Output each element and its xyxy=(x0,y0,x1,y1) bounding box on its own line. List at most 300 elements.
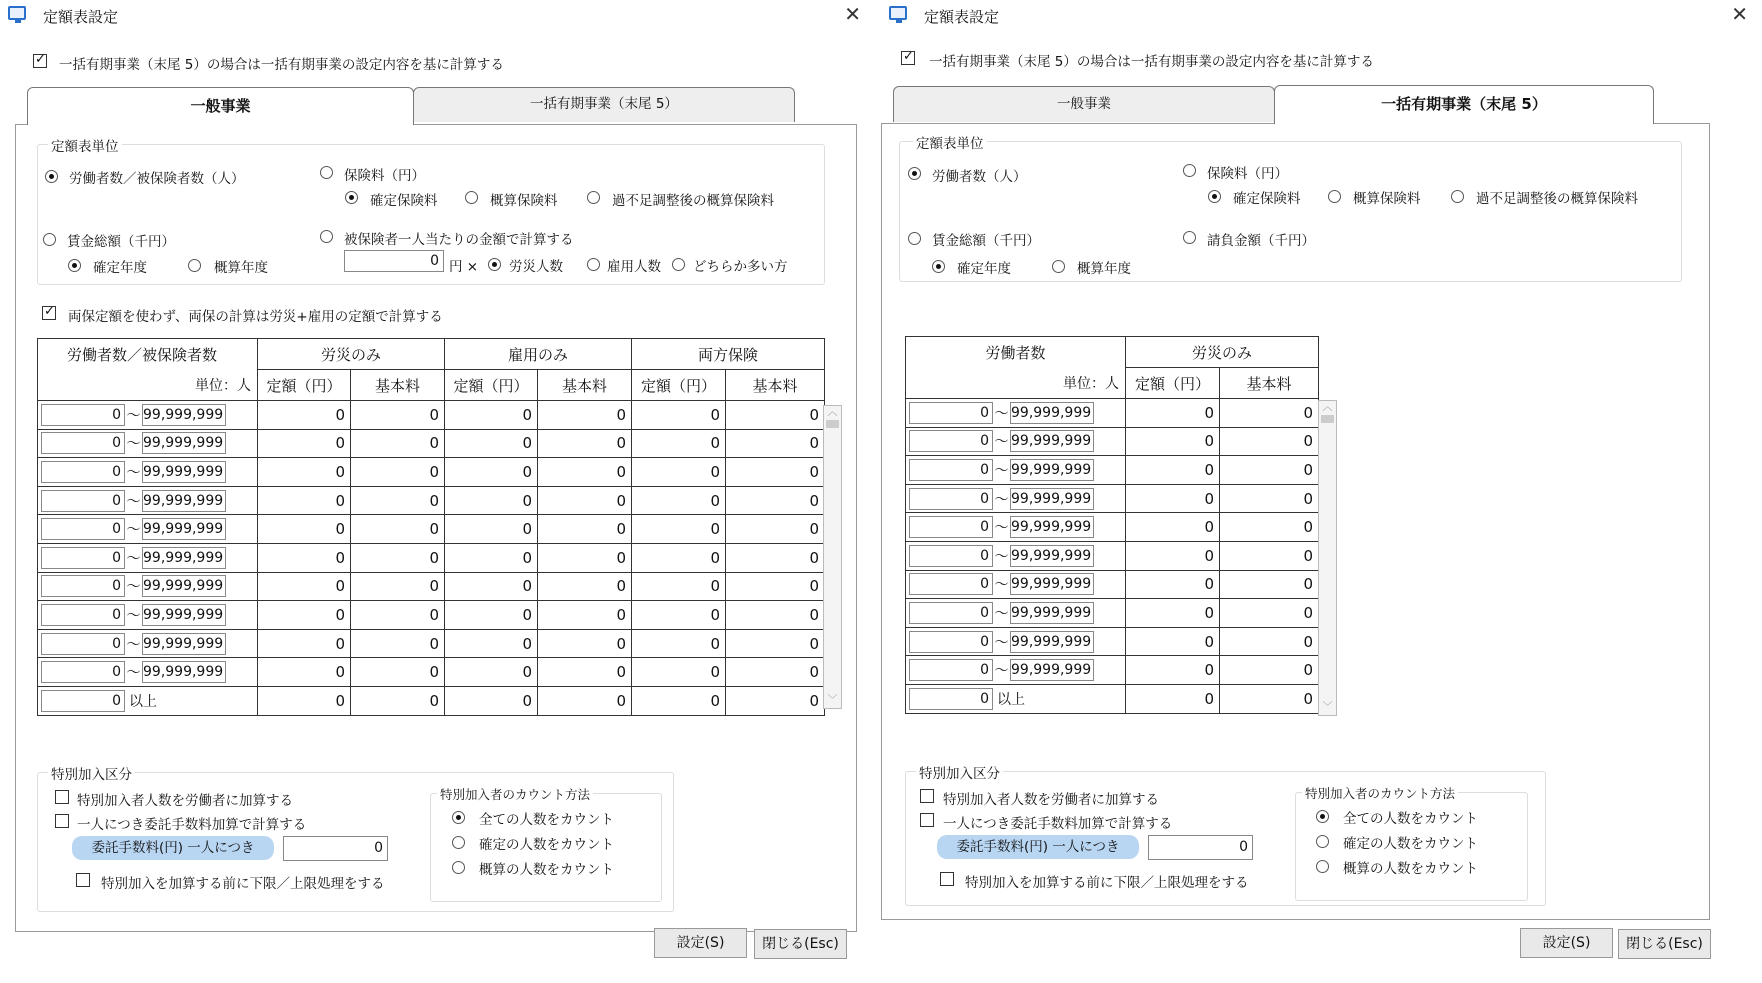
range-from-input[interactable]: 0 xyxy=(41,547,125,569)
value-cell[interactable]: 0 xyxy=(1126,513,1220,542)
count-estimate-label: 概算の人数をカウント xyxy=(479,862,614,878)
add-fee-label: 一人につき委託手数料加算で計算する xyxy=(943,816,1173,832)
tilde-separator: ～ xyxy=(994,520,1009,537)
premium-radio[interactable] xyxy=(1183,164,1196,177)
range-to-input[interactable]: 99,999,999 xyxy=(142,575,226,597)
range-from-input[interactable]: 0 xyxy=(41,518,125,540)
tilde-separator: ～ xyxy=(126,407,141,424)
count-confirm-radio[interactable] xyxy=(452,836,465,849)
range-cell xyxy=(906,541,1126,570)
set-button[interactable]: 設定(S) xyxy=(654,928,747,958)
scroll-down-icon[interactable]: ﹀ xyxy=(827,695,838,706)
table-row xyxy=(38,572,825,601)
value-cell[interactable]: 0 xyxy=(538,543,632,572)
value-cell[interactable]: 0 xyxy=(538,686,632,715)
premium-label: 保険料（円） xyxy=(344,168,425,184)
count-confirm-radio[interactable] xyxy=(1316,835,1329,848)
value-cell[interactable]: 0 xyxy=(538,429,632,458)
range-from-input[interactable]: 0 xyxy=(909,688,993,710)
value-cell[interactable]: 0 xyxy=(632,515,726,544)
range-to-input[interactable]: 99,999,999 xyxy=(142,404,226,426)
value-cell[interactable]: 0 xyxy=(726,658,825,687)
value-cell[interactable]: 0 xyxy=(258,515,351,544)
table-row xyxy=(38,401,825,430)
value-cell[interactable]: 0 xyxy=(258,686,351,715)
value-cell[interactable]: 0 xyxy=(1126,599,1220,628)
estimate-premium-radio[interactable] xyxy=(1328,190,1341,203)
value-cell[interactable]: 0 xyxy=(1220,456,1319,485)
close-button[interactable]: 閉じる(Esc) xyxy=(1618,929,1711,959)
value-cell[interactable]: 0 xyxy=(258,429,351,458)
col-workers-header: 労働者数／被保険者数 xyxy=(38,339,258,370)
unit-label: 単位：人 xyxy=(906,368,1126,399)
adjusted-premium-radio[interactable] xyxy=(587,191,600,204)
ikkatsu-basis-checkbox[interactable] xyxy=(33,54,47,68)
value-cell[interactable]: 0 xyxy=(258,401,351,430)
value-cell[interactable]: 0 xyxy=(538,458,632,487)
fee-amount-input[interactable]: 0 xyxy=(283,836,388,861)
value-cell[interactable]: 0 xyxy=(1126,684,1220,713)
add-workers-checkbox[interactable] xyxy=(55,790,69,804)
range-from-input[interactable]: 0 xyxy=(41,604,125,626)
year-estimate-label: 概算年度 xyxy=(214,260,268,276)
value-cell[interactable]: 0 xyxy=(351,515,445,544)
title-bar xyxy=(0,0,875,30)
title-bar xyxy=(881,0,1762,30)
range-cell xyxy=(906,513,1126,542)
value-cell[interactable]: 0 xyxy=(445,543,538,572)
tilde-separator: ～ xyxy=(994,605,1009,622)
range-cell xyxy=(906,484,1126,513)
count-all-radio[interactable] xyxy=(1316,810,1329,823)
range-from-input[interactable]: 0 xyxy=(41,432,125,454)
both-base-header: 基本料 xyxy=(726,370,825,401)
value-cell[interactable]: 0 xyxy=(538,658,632,687)
year-confirm-radio[interactable] xyxy=(932,260,945,273)
dialog-ippan xyxy=(0,0,875,983)
value-cell[interactable]: 0 xyxy=(258,658,351,687)
app-monitor-icon xyxy=(889,6,907,20)
value-cell[interactable]: 0 xyxy=(351,658,445,687)
range-from-input[interactable]: 0 xyxy=(909,402,993,424)
larger-count-radio[interactable] xyxy=(672,258,685,271)
rousai-count-label: 労災人数 xyxy=(509,259,563,275)
year-estimate-label: 概算年度 xyxy=(1077,261,1131,277)
wage-label: 賃金総額（千円） xyxy=(67,234,175,250)
tab-ikkatsu[interactable]: 一括有期事業（末尾 5） xyxy=(1274,85,1654,124)
value-cell[interactable]: 0 xyxy=(445,429,538,458)
per-person-amount-input[interactable]: 0 xyxy=(344,250,444,272)
add-fee-checkbox[interactable] xyxy=(920,813,934,827)
unit-label: 単位：人 xyxy=(38,370,258,401)
koyou-count-radio[interactable] xyxy=(587,258,600,271)
range-to-input[interactable]: 99,999,999 xyxy=(1010,402,1094,424)
tilde-separator: ～ xyxy=(126,522,141,539)
workers-radio[interactable] xyxy=(908,167,921,180)
value-cell[interactable]: 0 xyxy=(726,458,825,487)
estimate-premium-radio[interactable] xyxy=(465,191,478,204)
value-cell[interactable]: 0 xyxy=(1126,541,1220,570)
value-cell[interactable]: 0 xyxy=(1126,656,1220,685)
value-cell[interactable]: 0 xyxy=(1220,627,1319,656)
value-cell[interactable]: 0 xyxy=(538,486,632,515)
value-cell[interactable]: 0 xyxy=(258,543,351,572)
yen-times-label: 円 × xyxy=(449,259,479,275)
range-to-input[interactable]: 99,999,999 xyxy=(142,518,226,540)
fee-per-person-button[interactable]: 委託手数料(円) 一人につき xyxy=(937,835,1139,859)
tab-ikkatsu[interactable]: 一括有期事業（末尾 5） xyxy=(413,87,795,122)
value-cell[interactable]: 0 xyxy=(445,658,538,687)
both-fixed-header: 定額（円） xyxy=(632,370,726,401)
range-cell xyxy=(906,456,1126,485)
workers-radio[interactable] xyxy=(45,170,58,183)
table-row xyxy=(906,399,1319,428)
value-cell[interactable]: 0 xyxy=(632,401,726,430)
range-cell xyxy=(38,401,258,430)
value-cell[interactable]: 0 xyxy=(1220,541,1319,570)
range-from-input[interactable]: 0 xyxy=(41,661,125,683)
range-to-input[interactable]: 99,999,999 xyxy=(1010,545,1094,567)
close-icon[interactable]: ✕ xyxy=(844,2,861,26)
value-cell[interactable]: 0 xyxy=(1126,427,1220,456)
tilde-separator: ～ xyxy=(126,550,141,567)
range-from-input[interactable]: 0 xyxy=(41,490,125,512)
tilde-separator: ～ xyxy=(994,663,1009,680)
value-cell[interactable]: 0 xyxy=(538,601,632,630)
count-all-radio[interactable] xyxy=(452,811,465,824)
value-cell[interactable]: 0 xyxy=(726,429,825,458)
value-cell[interactable]: 0 xyxy=(1220,399,1319,428)
value-cell[interactable]: 0 xyxy=(351,458,445,487)
value-cell[interactable]: 0 xyxy=(632,572,726,601)
range-from-input[interactable]: 0 xyxy=(41,404,125,426)
both-insurance-checkbox[interactable] xyxy=(42,306,56,320)
range-cell xyxy=(906,427,1126,456)
tilde-separator: ～ xyxy=(994,434,1009,451)
col-both-header: 両方保険 xyxy=(632,339,825,370)
table-row xyxy=(38,543,825,572)
app-monitor-icon xyxy=(8,6,26,20)
koyou-fixed-header: 定額（円） xyxy=(445,370,538,401)
koyou-base-header: 基本料 xyxy=(538,370,632,401)
set-button[interactable]: 設定(S) xyxy=(1520,928,1613,958)
dialog-ikkatsu xyxy=(881,0,1762,983)
tilde-separator: ～ xyxy=(126,436,141,453)
value-cell[interactable]: 0 xyxy=(726,601,825,630)
rate-table xyxy=(905,336,1319,714)
range-from-input[interactable]: 0 xyxy=(41,461,125,483)
value-cell[interactable]: 0 xyxy=(632,658,726,687)
range-cell xyxy=(38,515,258,544)
per-person-radio[interactable] xyxy=(320,230,333,243)
adjusted-premium-label: 過不足調整後の概算保険料 xyxy=(1476,191,1638,207)
count-estimate-radio[interactable] xyxy=(452,861,465,874)
year-confirm-radio[interactable] xyxy=(68,259,81,272)
value-cell[interactable]: 0 xyxy=(1220,427,1319,456)
value-cell[interactable]: 0 xyxy=(258,486,351,515)
contract-label: 請負金額（千円） xyxy=(1207,233,1315,249)
value-cell[interactable]: 0 xyxy=(726,515,825,544)
close-icon[interactable]: ✕ xyxy=(1731,2,1748,26)
range-to-input[interactable]: 99,999,999 xyxy=(142,547,226,569)
range-to-input[interactable]: 99,999,999 xyxy=(142,490,226,512)
wage-radio[interactable] xyxy=(908,232,921,245)
contract-radio[interactable] xyxy=(1183,231,1196,244)
range-from-input[interactable]: 0 xyxy=(909,516,993,538)
range-cell xyxy=(906,627,1126,656)
count-all-label: 全ての人数をカウント xyxy=(1343,811,1478,827)
tilde-separator: ～ xyxy=(994,548,1009,565)
estimate-premium-label: 概算保険料 xyxy=(490,193,558,209)
range-from-input[interactable]: 0 xyxy=(909,602,993,624)
adjusted-premium-label: 過不足調整後の概算保険料 xyxy=(612,193,774,209)
value-cell[interactable]: 0 xyxy=(1220,656,1319,685)
value-cell[interactable]: 0 xyxy=(445,486,538,515)
scroll-thumb[interactable] xyxy=(826,420,839,428)
range-from-input[interactable]: 0 xyxy=(909,459,993,481)
value-cell[interactable]: 0 xyxy=(445,572,538,601)
range-from-input[interactable]: 0 xyxy=(909,488,993,510)
limit-check-checkbox[interactable] xyxy=(940,872,954,886)
value-cell[interactable]: 0 xyxy=(351,401,445,430)
value-cell[interactable]: 0 xyxy=(726,543,825,572)
wage-radio[interactable] xyxy=(43,233,56,246)
table-row xyxy=(906,627,1319,656)
value-cell[interactable]: 0 xyxy=(445,401,538,430)
range-to-input[interactable]: 99,999,999 xyxy=(142,661,226,683)
koyou-count-label: 雇用人数 xyxy=(607,259,661,275)
year-confirm-label: 確定年度 xyxy=(957,261,1011,277)
value-cell[interactable]: 0 xyxy=(538,515,632,544)
scroll-thumb[interactable] xyxy=(1321,415,1334,423)
range-cell xyxy=(38,429,258,458)
year-estimate-radio[interactable] xyxy=(188,259,201,272)
premium-label: 保険料（円） xyxy=(1207,166,1288,182)
value-cell[interactable]: 0 xyxy=(632,629,726,658)
range-cell xyxy=(38,629,258,658)
range-to-input[interactable]: 99,999,999 xyxy=(142,604,226,626)
year-confirm-label: 確定年度 xyxy=(93,260,147,276)
range-to-input[interactable]: 99,999,999 xyxy=(1010,516,1094,538)
range-from-input[interactable]: 0 xyxy=(41,633,125,655)
limit-check-label: 特別加入を加算する前に下限／上限処理をする xyxy=(101,876,385,892)
ikkatsu-basis-label: 一括有期事業（末尾 5）の場合は一括有期事業の設定内容を基に計算する xyxy=(59,57,504,73)
window-title: 定額表設定 xyxy=(43,8,119,26)
value-cell[interactable]: 0 xyxy=(351,429,445,458)
range-to-input[interactable]: 99,999,999 xyxy=(1010,430,1094,452)
ikkatsu-basis-checkbox[interactable] xyxy=(901,51,915,65)
value-cell[interactable]: 0 xyxy=(1220,513,1319,542)
or-more-label: 以上 xyxy=(129,693,157,710)
value-cell[interactable]: 0 xyxy=(445,515,538,544)
count-method-title: 特別加入者のカウント方法 xyxy=(1302,784,1458,802)
value-cell[interactable]: 0 xyxy=(726,572,825,601)
value-cell[interactable]: 0 xyxy=(445,601,538,630)
value-cell[interactable]: 0 xyxy=(632,686,726,715)
range-to-input[interactable]: 99,999,999 xyxy=(1010,602,1094,624)
value-cell[interactable]: 0 xyxy=(1126,399,1220,428)
value-cell[interactable]: 0 xyxy=(726,486,825,515)
range-to-input[interactable]: 99,999,999 xyxy=(1010,631,1094,653)
table-row xyxy=(38,515,825,544)
value-cell[interactable]: 0 xyxy=(1220,570,1319,599)
add-workers-checkbox[interactable] xyxy=(920,789,934,803)
range-cell xyxy=(906,599,1126,628)
range-cell xyxy=(906,399,1126,428)
per-person-label: 被保険者一人当たりの金額で計算する xyxy=(344,232,574,248)
rousai-base-header: 基本料 xyxy=(1220,368,1319,399)
scroll-up-icon[interactable]: ︿ xyxy=(827,407,838,418)
window-title: 定額表設定 xyxy=(924,8,1000,26)
table-row xyxy=(906,570,1319,599)
range-to-input[interactable]: 99,999,999 xyxy=(1010,488,1094,510)
range-cell xyxy=(906,684,1126,713)
range-to-input[interactable]: 99,999,999 xyxy=(1010,459,1094,481)
range-from-input[interactable]: 0 xyxy=(909,631,993,653)
confirm-premium-radio[interactable] xyxy=(345,191,358,204)
value-cell[interactable]: 0 xyxy=(726,686,825,715)
value-cell[interactable]: 0 xyxy=(1126,484,1220,513)
value-cell[interactable]: 0 xyxy=(445,686,538,715)
col-koyou-header: 雇用のみ xyxy=(445,339,632,370)
value-cell[interactable]: 0 xyxy=(445,458,538,487)
value-cell[interactable]: 0 xyxy=(1126,570,1220,599)
tilde-separator: ～ xyxy=(994,491,1009,508)
tilde-separator: ～ xyxy=(126,607,141,624)
table-scrollbar[interactable] xyxy=(1318,400,1337,716)
limit-check-label: 特別加入を加算する前に下限／上限処理をする xyxy=(965,875,1249,891)
value-cell[interactable]: 0 xyxy=(632,429,726,458)
tilde-separator: ～ xyxy=(994,405,1009,422)
limit-check-checkbox[interactable] xyxy=(76,873,90,887)
table-row xyxy=(38,458,825,487)
wage-label: 賃金総額（千円） xyxy=(932,233,1040,249)
range-from-input[interactable]: 0 xyxy=(41,690,125,712)
value-cell[interactable]: 0 xyxy=(258,458,351,487)
value-cell[interactable]: 0 xyxy=(538,629,632,658)
table-row xyxy=(38,601,825,630)
value-cell[interactable]: 0 xyxy=(351,686,445,715)
adjusted-premium-radio[interactable] xyxy=(1451,190,1464,203)
value-cell[interactable]: 0 xyxy=(538,401,632,430)
workers-label: 労働者数（人） xyxy=(932,169,1027,185)
tilde-separator: ～ xyxy=(994,634,1009,651)
range-cell xyxy=(38,601,258,630)
value-cell[interactable]: 0 xyxy=(351,486,445,515)
add-fee-checkbox[interactable] xyxy=(55,814,69,828)
value-cell[interactable]: 0 xyxy=(351,543,445,572)
tab-ippan[interactable]: 一般事業 xyxy=(27,87,414,125)
value-cell[interactable]: 0 xyxy=(726,401,825,430)
confirm-premium-label: 確定保険料 xyxy=(370,193,438,209)
value-cell[interactable]: 0 xyxy=(1126,627,1220,656)
count-method-title: 特別加入者のカウント方法 xyxy=(437,785,593,803)
value-cell[interactable]: 0 xyxy=(1126,456,1220,485)
value-cell[interactable]: 0 xyxy=(351,572,445,601)
fee-per-person-button[interactable]: 委託手数料(円) 一人につき xyxy=(72,836,274,860)
range-from-input[interactable]: 0 xyxy=(909,573,993,595)
table-scrollbar[interactable] xyxy=(823,405,842,709)
range-cell xyxy=(38,572,258,601)
value-cell[interactable]: 0 xyxy=(1220,484,1319,513)
range-cell xyxy=(38,458,258,487)
tab-ippan[interactable]: 一般事業 xyxy=(893,86,1275,122)
range-to-input[interactable]: 99,999,999 xyxy=(142,633,226,655)
value-cell[interactable]: 0 xyxy=(258,629,351,658)
rousai-fixed-header: 定額（円） xyxy=(1126,368,1220,399)
confirm-premium-radio[interactable] xyxy=(1208,190,1221,203)
value-cell[interactable]: 0 xyxy=(1220,684,1319,713)
count-estimate-radio[interactable] xyxy=(1316,860,1329,873)
range-from-input[interactable]: 0 xyxy=(909,430,993,452)
value-cell[interactable]: 0 xyxy=(726,629,825,658)
range-to-input[interactable]: 99,999,999 xyxy=(142,432,226,454)
or-more-label: 以上 xyxy=(997,691,1025,708)
estimate-premium-label: 概算保険料 xyxy=(1353,191,1421,207)
range-to-input[interactable]: 99,999,999 xyxy=(1010,573,1094,595)
range-from-input[interactable]: 0 xyxy=(41,575,125,597)
scroll-up-icon[interactable]: ︿ xyxy=(1322,402,1333,413)
value-cell[interactable]: 0 xyxy=(445,629,538,658)
tilde-separator: ～ xyxy=(126,579,141,596)
larger-count-label: どちらか多い方 xyxy=(693,259,788,275)
value-cell[interactable]: 0 xyxy=(351,601,445,630)
value-cell[interactable]: 0 xyxy=(258,601,351,630)
table-row xyxy=(38,629,825,658)
value-cell[interactable]: 0 xyxy=(632,486,726,515)
scroll-down-icon[interactable]: ﹀ xyxy=(1322,702,1333,713)
add-workers-label: 特別加入者人数を労働者に加算する xyxy=(77,793,293,809)
col-workers-header: 労働者数 xyxy=(906,337,1126,368)
confirm-premium-label: 確定保険料 xyxy=(1233,191,1301,207)
value-cell[interactable]: 0 xyxy=(351,629,445,658)
rousai-count-radio[interactable] xyxy=(488,258,501,271)
rate-table xyxy=(37,338,825,716)
tilde-separator: ～ xyxy=(994,462,1009,479)
value-cell[interactable]: 0 xyxy=(258,572,351,601)
unit-group-title: 定額表単位 xyxy=(913,132,987,152)
range-cell xyxy=(38,686,258,715)
special-group-title: 特別加入区分 xyxy=(916,762,1003,782)
workers-label: 労働者数／被保険者数（人） xyxy=(69,171,245,187)
close-button[interactable]: 閉じる(Esc) xyxy=(754,929,847,959)
value-cell[interactable]: 0 xyxy=(632,601,726,630)
range-cell xyxy=(906,656,1126,685)
fee-amount-input[interactable]: 0 xyxy=(1148,835,1253,860)
both-insurance-label: 両保定額を使わず、両保の計算は労災+雇用の定額で計算する xyxy=(68,309,443,325)
range-from-input[interactable]: 0 xyxy=(909,659,993,681)
range-to-input[interactable]: 99,999,999 xyxy=(142,461,226,483)
range-from-input[interactable]: 0 xyxy=(909,545,993,567)
table-row xyxy=(906,541,1319,570)
count-confirm-label: 確定の人数をカウント xyxy=(1343,836,1478,852)
year-estimate-radio[interactable] xyxy=(1052,260,1065,273)
table-row-last xyxy=(906,684,1319,713)
count-estimate-label: 概算の人数をカウント xyxy=(1343,861,1478,877)
value-cell[interactable]: 0 xyxy=(538,572,632,601)
range-to-input[interactable]: 99,999,999 xyxy=(1010,659,1094,681)
rousai-base-header: 基本料 xyxy=(351,370,445,401)
tilde-separator: ～ xyxy=(994,577,1009,594)
value-cell[interactable]: 0 xyxy=(1220,599,1319,628)
table-row xyxy=(906,599,1319,628)
table-row xyxy=(906,427,1319,456)
table-row xyxy=(38,429,825,458)
value-cell[interactable]: 0 xyxy=(632,458,726,487)
table-row xyxy=(906,513,1319,542)
premium-radio[interactable] xyxy=(320,166,333,179)
value-cell[interactable]: 0 xyxy=(632,543,726,572)
